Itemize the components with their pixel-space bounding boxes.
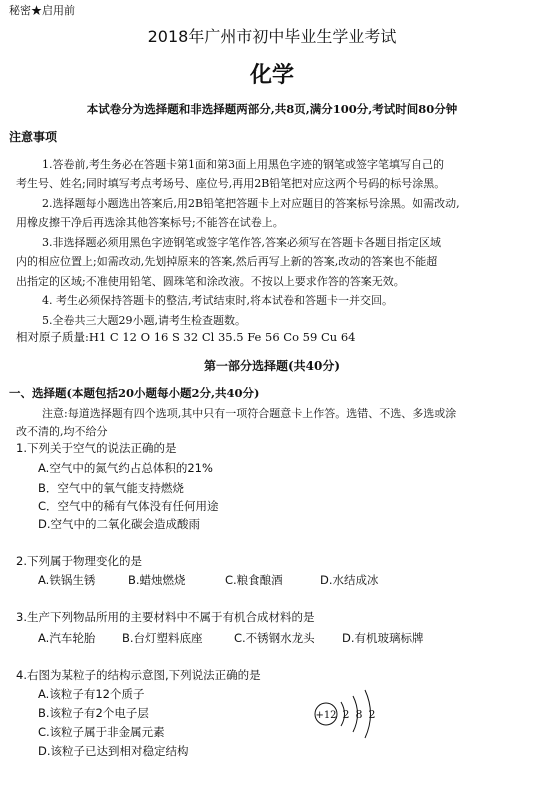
notes-line: 考生号、姓名;同时填写考点考场号、座位号,再用2B铅笔把对应这两个号码的标号涂黑。: [16, 177, 446, 190]
question-1-option-c: C．空气中的稀有气体没有任何用途: [38, 499, 219, 513]
notes-line: 用橡皮擦干净后再选涂其他答案标号;不能答在试卷上。: [16, 216, 284, 229]
question-2-option-c: C.粮食酿酒: [225, 573, 283, 587]
question-4-option-a: A.该粒子有12个质子: [38, 687, 145, 701]
question-4-option-c: C.该粒子属于非金属元素: [38, 725, 165, 739]
notes-line: 1.答卷前,考生务必在答题卡第1面和第3面上用黑色字迹的钢笔或签字笔填写自己的: [42, 158, 444, 171]
notes-line: 5.全卷共三大题29小题,请考生检查题数。: [42, 314, 246, 327]
question-2-option-b: B.蜡烛燃烧: [128, 573, 186, 587]
notes-heading: 注意事项: [9, 130, 58, 144]
question-1-option-b: B．空气中的氧气能支持燃烧: [38, 481, 184, 495]
section-note: 改不清的,均不给分: [16, 425, 108, 438]
question-2-option-a: A.铁锅生锈: [38, 573, 96, 587]
section-title: 一、选择题(本题包括20小题每小题2分,共40分): [9, 386, 260, 400]
shell-electron-count: 8: [355, 708, 363, 721]
notes-line: 3.非选择题必须用黑色字迹钢笔或签字笔作答,答案必须写在答题卡各题目指定区域: [42, 236, 441, 249]
exam-title: 2018年广州市初中毕业生学业考试: [147, 27, 397, 46]
question-3-option-c: C.不锈钢水龙头: [234, 631, 315, 645]
question-3-option-d: D.有机玻璃标牌: [342, 631, 424, 645]
confidential-mark: 秘密★启用前: [9, 4, 75, 17]
question-2-stem: 2.下列属于物理变化的是: [16, 554, 142, 568]
subject-title: 化学: [249, 63, 294, 88]
shell-electron-count: 2: [368, 708, 376, 721]
atomic-masses: 相对原子质量:H1 C 12 O 16 S 32 Cl 35.5 Fe 56 Co 59 Cu 64: [16, 330, 356, 344]
atomic-structure-diagram: [310, 682, 390, 744]
question-2-option-d: D.水结成冰: [320, 573, 379, 587]
section-note: 注意:每道选择题有四个选项,其中只有一项符合题意卡上作答。选错、不选、多选或涂: [42, 407, 457, 420]
question-4-option-d: D.该粒子已达到相对稳定结构: [38, 744, 189, 758]
question-3-option-a: A.汽车轮胎: [38, 631, 96, 645]
question-1-option-d: D.空气中的二氧化碳会造成酸雨: [38, 517, 201, 531]
shell-electron-count: 2: [342, 708, 350, 721]
notes-line: 2.选择题每小题选出答案后,用2B铅笔把答题卡上对应题目的答案标号涂黑。如需改动,: [42, 197, 460, 210]
notes-line: 内的相应位置上;如需改动,先划掉原来的答案,然后再写上新的答案,改动的答案也不能超: [16, 255, 438, 268]
question-4-stem: 4.右图为某粒子的结构示意图,下列说法正确的是: [16, 668, 261, 682]
exam-info: 本试卷分为选择题和非选择题两部分,共8页,满分100分,考试时间80分钟: [86, 102, 458, 116]
question-4-option-b: B.该粒子有2个电子层: [38, 706, 149, 720]
question-3-stem: 3.生产下列物品所用的主要材料中不属于有机合成材料的是: [16, 610, 315, 624]
notes-line: 4. 考生必须保持答题卡的整洁,考试结束时,将本试卷和答题卡一并交回。: [42, 294, 393, 307]
question-1-option-a: A.空气中的氮气约占总体积的21%: [38, 461, 213, 475]
part-one-title: 第一部分选择题(共40分): [203, 359, 341, 373]
question-3-option-b: B.台灯塑料底座: [122, 631, 203, 645]
nucleus-charge: +12: [315, 710, 337, 721]
question-1-stem: 1.下列关于空气的说法正确的是: [16, 441, 177, 455]
notes-line: 出指定的区域;不准使用铅笔、圆珠笔和涂改液。不按以上要求作答的答案无效。: [16, 275, 405, 288]
